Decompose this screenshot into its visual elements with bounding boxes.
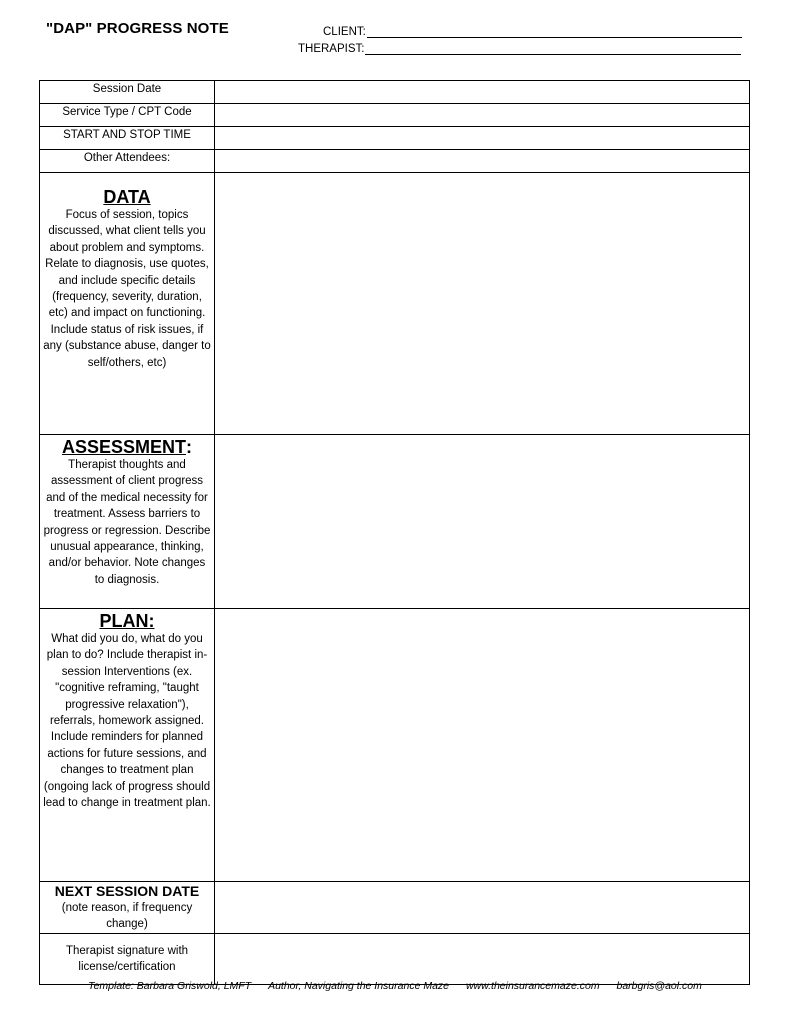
footer-website[interactable]: www.theinsurancemaze.com <box>465 980 600 992</box>
data-heading: DATA <box>103 187 151 207</box>
client-field[interactable] <box>323 26 742 38</box>
signature-row <box>40 934 750 985</box>
other-attendees-row <box>40 150 750 173</box>
service-type-label: Service Type / CPT Code <box>40 104 215 127</box>
plan-row <box>40 609 750 882</box>
signature-label: Therapist signature with license/certification <box>65 944 189 973</box>
therapist-label: THERAPIST: <box>298 43 365 55</box>
plan-description: What did you do, what do you plan to do? Include therapist in-session Interventions (ex. "cognitive reframing, "taught progressive relaxation"), referrals, homework assigned. Include reminders for planned actions for future sessions, and changes to treatment plan (ongoing lack of progress should lead to change in treatment plan. <box>43 633 211 810</box>
service-type-row <box>40 104 750 127</box>
session-date-label: Session Date <box>40 81 215 104</box>
assessment-heading <box>40 437 214 457</box>
footer-template: Template: Barbara Griswold, LMFT <box>88 980 252 992</box>
data-label-cell <box>40 173 215 435</box>
other-attendees-label: Other Attendees: <box>40 150 215 173</box>
service-type-field[interactable] <box>215 104 750 127</box>
start-stop-field[interactable] <box>215 127 750 150</box>
client-label: CLIENT: <box>323 26 366 38</box>
session-date-field[interactable] <box>215 81 750 104</box>
client-blank-line[interactable] <box>367 26 742 38</box>
plan-label-cell <box>40 609 215 882</box>
form-title: "DAP" PROGRESS NOTE <box>46 20 229 37</box>
footer-author: Author, Navigating the Insurance Maze <box>268 980 450 992</box>
therapist-field[interactable] <box>298 43 741 55</box>
assessment-row <box>40 435 750 609</box>
signature-label-cell <box>40 934 215 985</box>
therapist-blank-line[interactable] <box>365 43 741 55</box>
next-session-row <box>40 882 750 934</box>
assessment-heading-colon: : <box>186 437 193 457</box>
data-description: Focus of session, topics discussed, what client tells you about problem and symptoms. Relate to diagnosis, use quotes, and include specific details (frequency, severity, duration, etc) and impact on functioning. Include status of risk issues, if any (substance abuse, danger to self/others, etc) <box>43 209 211 369</box>
next-session-heading: NEXT SESSION DATE <box>54 883 200 899</box>
assessment-field[interactable] <box>215 435 750 609</box>
session-date-row <box>40 81 750 104</box>
assessment-label-cell <box>40 435 215 609</box>
plan-heading: PLAN: <box>99 611 155 631</box>
assessment-description: Therapist thoughts and assessment of client progress and of the medical necessity for treatment. Assess barriers to progress or regression. Describe unusual appearance, thinking, and/or behavior. Note changes to diagnosis. <box>43 459 211 586</box>
start-stop-label: START AND STOP TIME <box>40 127 215 150</box>
next-session-description: (note reason, if frequency change) <box>61 902 193 931</box>
signature-field[interactable] <box>215 934 750 985</box>
assessment-heading-text: ASSESSMENT <box>61 437 187 457</box>
start-stop-row <box>40 127 750 150</box>
next-session-label-cell <box>40 882 215 934</box>
other-attendees-field[interactable] <box>215 150 750 173</box>
next-session-field[interactable] <box>215 882 750 934</box>
progress-note-table <box>39 80 750 985</box>
footer-email[interactable]: barbgris@aol.com <box>616 980 702 992</box>
data-field[interactable] <box>215 173 750 435</box>
plan-field[interactable] <box>215 609 750 882</box>
footer <box>0 980 790 992</box>
data-row <box>40 173 750 435</box>
